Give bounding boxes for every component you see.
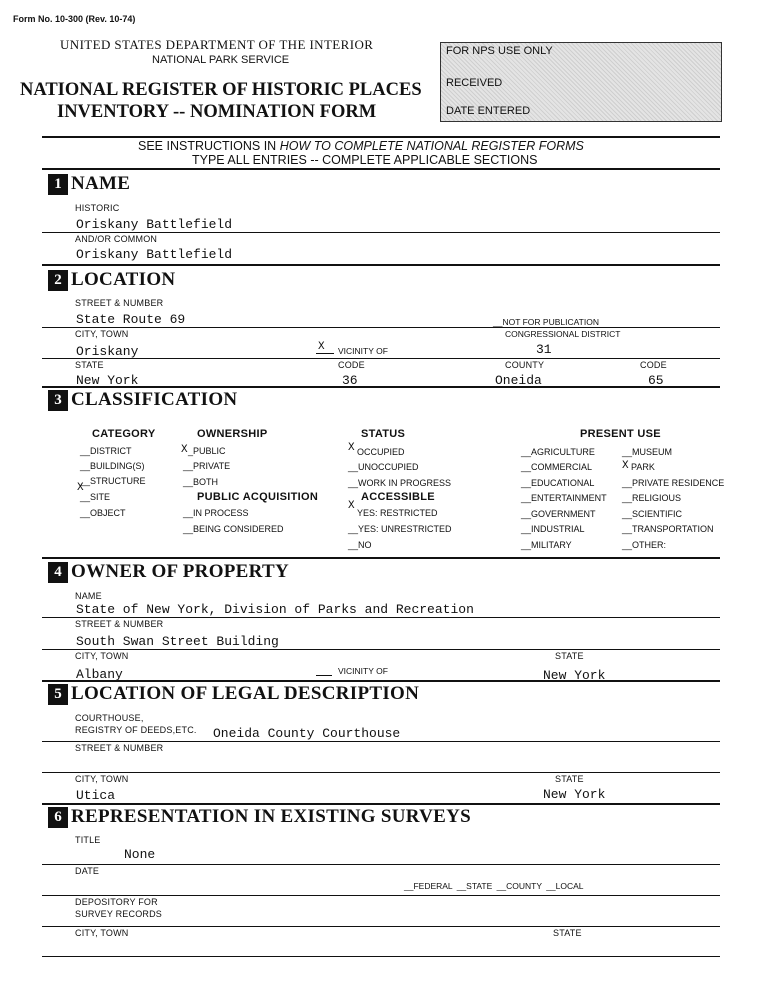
category-option[interactable]: __DISTRICT [80, 446, 132, 456]
category-option[interactable]: __SITE [80, 492, 111, 502]
city-field[interactable]: Oriskany [76, 344, 139, 359]
present-use-option[interactable]: __EDUCATIONAL [521, 478, 595, 488]
survey-level-options[interactable]: __FEDERAL __STATE __COUNTY __LOCAL [404, 881, 584, 891]
public-acquisition-heading: PUBLIC ACQUISITION [197, 491, 319, 503]
present-use-heading: PRESENT USE [580, 428, 661, 440]
section-2-header [48, 269, 175, 291]
present-use-option[interactable]: __AGRICULTURE [521, 447, 595, 457]
section-title: CLASSIFICATION [71, 389, 238, 410]
owner-name-field[interactable]: State of New York, Division of Parks and Recreation [76, 602, 474, 617]
form-title-line1: NATIONAL REGISTER OF HISTORIC PLACES [20, 80, 422, 100]
section-title: OWNER OF PROPERTY [71, 561, 290, 582]
field-line [42, 327, 720, 328]
section-number: 5 [48, 684, 68, 705]
city-label: CITY, TOWN [75, 329, 129, 339]
field-line [42, 232, 720, 233]
field-line [42, 772, 720, 773]
code-label: CODE [640, 360, 667, 370]
courthouse-field[interactable]: Oneida County Courthouse [213, 726, 401, 741]
nps-use-box [440, 42, 722, 122]
present-use-option[interactable]: __INDUSTRIAL [521, 524, 585, 534]
street-label: STREET & NUMBER [75, 298, 164, 308]
public-check-mark[interactable]: X [181, 444, 188, 456]
nps-use-label: FOR NPS USE ONLY [446, 45, 553, 57]
legal-street-label: STREET & NUMBER [75, 743, 164, 753]
county-field[interactable]: Oneida [495, 373, 542, 388]
present-use-option[interactable]: __COMMERCIAL [521, 462, 593, 472]
section-1-header [48, 173, 130, 195]
section-6-header [48, 806, 471, 828]
status-heading: STATUS [361, 428, 406, 440]
survey-records-label: SURVEY RECORDS [75, 909, 162, 919]
form-title-line2: INVENTORY -- NOMINATION FORM [57, 102, 377, 122]
divider [42, 136, 720, 138]
ownership-heading: OWNERSHIP [197, 428, 268, 440]
legal-city-field[interactable]: Utica [76, 788, 116, 803]
owner-city-field[interactable]: Albany [76, 667, 123, 682]
courthouse-label: COURTHOUSE, [75, 713, 144, 723]
historic-label: HISTORIC [75, 203, 120, 213]
section-divider [42, 680, 720, 682]
occupied-check-mark[interactable]: X [348, 442, 355, 454]
accessible-option[interactable]: __NO [348, 540, 372, 550]
restricted-check-mark[interactable]: X [348, 500, 355, 512]
instructions-line2: TYPE ALL ENTRIES -- COMPLETE APPLICABLE SECTIONS [192, 153, 538, 167]
present-use-option[interactable]: __RELIGIOUS [622, 493, 682, 503]
date-entered-label: DATE ENTERED [446, 105, 531, 117]
owner-city-label: CITY, TOWN [75, 651, 129, 661]
common-name-field[interactable]: Oriskany Battlefield [76, 247, 233, 262]
legal-state-field[interactable]: New York [543, 787, 606, 802]
section-divider [42, 803, 720, 805]
owner-street-field[interactable]: South Swan Street Building [76, 634, 279, 649]
present-use-option[interactable]: __GOVERNMENT [521, 509, 596, 519]
present-use-option[interactable]: __MILITARY [521, 540, 572, 550]
depository-state-label: STATE [553, 928, 582, 938]
registry-label: REGISTRY OF DEEDS,ETC. [75, 725, 197, 735]
section-number: 3 [48, 390, 68, 411]
vicinity-label: VICINITY OF [338, 346, 388, 356]
survey-title-label: TITLE [75, 835, 101, 845]
status-option[interactable]: __WORK IN PROGRESS [348, 478, 452, 488]
department-name: UNITED STATES DEPARTMENT OF THE INTERIOR [60, 37, 374, 52]
field-line [42, 649, 720, 650]
depository-city-label: CITY, TOWN [75, 928, 129, 938]
park-check-mark[interactable]: X [622, 460, 629, 472]
congressional-district-field[interactable]: 31 [536, 342, 552, 357]
owner-state-field[interactable]: New York [543, 668, 606, 683]
present-use-option[interactable]: __SCIENTIFIC [622, 509, 683, 519]
section-title: LOCATION OF LEGAL DESCRIPTION [71, 683, 420, 704]
category-heading: CATEGORY [92, 428, 156, 440]
received-label: RECEIVED [446, 77, 503, 89]
owner-street-label: STREET & NUMBER [75, 619, 164, 629]
section-divider [42, 557, 720, 559]
ownership-option[interactable]: __BOTH [183, 477, 219, 487]
owner-vicinity-label: VICINITY OF [338, 666, 388, 676]
acquisition-option[interactable]: __IN PROCESS [183, 508, 249, 518]
ownership-option[interactable]: __PRIVATE [183, 461, 231, 471]
present-use-option[interactable]: __OTHER: [622, 540, 667, 550]
check-line [316, 353, 334, 354]
present-use-option[interactable]: __PRIVATE RESIDENCE [622, 478, 725, 488]
section-number: 2 [48, 270, 68, 291]
legal-city-label: CITY, TOWN [75, 774, 129, 784]
section-3-header [48, 389, 237, 411]
field-line [42, 741, 720, 742]
section-divider [42, 264, 720, 266]
section-number: 6 [48, 807, 68, 828]
section-4-header [48, 561, 289, 583]
owner-state-label: STATE [555, 651, 584, 661]
section-divider [42, 168, 720, 170]
owner-name-label: NAME [75, 591, 102, 601]
category-option[interactable]: __STRUCTURE [80, 476, 146, 486]
present-use-option[interactable]: PARK [631, 462, 655, 472]
survey-date-label: DATE [75, 866, 100, 876]
county-label: COUNTY [505, 360, 545, 370]
category-option[interactable]: __OBJECT [80, 508, 126, 518]
legal-state-label: STATE [555, 774, 584, 784]
section-divider [42, 386, 720, 388]
acquisition-option[interactable]: __BEING CONSIDERED [183, 524, 284, 534]
present-use-option[interactable]: __MUSEUM [622, 447, 673, 457]
county-code-field[interactable]: 65 [648, 373, 664, 388]
field-line [42, 617, 720, 618]
field-line [42, 956, 720, 957]
field-line [42, 895, 720, 896]
present-use-option[interactable]: __TRANSPORTATION [622, 524, 714, 534]
vicinity-check-mark[interactable]: X [318, 341, 325, 353]
depository-label: DEPOSITORY FOR [75, 897, 158, 907]
accessible-option[interactable]: __YES: UNRESTRICTED [348, 524, 452, 534]
accessible-heading: ACCESSIBLE [361, 491, 435, 503]
field-line [42, 358, 720, 359]
code-label: CODE [338, 360, 365, 370]
not-for-publication: __NOT FOR PUBLICATION [493, 317, 599, 327]
status-option[interactable]: __UNOCCUPIED [348, 462, 419, 472]
form-number: Form No. 10-300 (Rev. 10-74) [13, 14, 136, 24]
survey-title-field[interactable]: None [124, 847, 156, 862]
street-field[interactable]: State Route 69 [76, 312, 186, 327]
present-use-option[interactable]: __ENTERTAINMENT [521, 493, 607, 503]
section-5-header [48, 683, 419, 705]
section-title: NAME [71, 173, 131, 194]
common-name-label: AND/OR COMMON [75, 234, 158, 244]
historic-field[interactable]: Oriskany Battlefield [76, 217, 233, 232]
instructions-line1: SEE INSTRUCTIONS IN HOW TO COMPLETE NATIONAL REGISTER FORMS [138, 139, 584, 153]
field-line [42, 926, 720, 927]
state-code-field[interactable]: 36 [342, 373, 358, 388]
status-option[interactable]: OCCUPIED [357, 447, 405, 457]
service-name: NATIONAL PARK SERVICE [152, 54, 290, 66]
accessible-option[interactable]: YES: RESTRICTED [357, 508, 438, 518]
state-label: STATE [75, 360, 104, 370]
check-line [316, 675, 332, 676]
category-option[interactable]: __BUILDING(S) [80, 461, 145, 471]
field-line [42, 864, 720, 865]
section-number: 1 [48, 174, 68, 195]
section-number: 4 [48, 562, 68, 583]
ownership-option[interactable]: _PUBLIC [188, 446, 226, 456]
section-title: LOCATION [71, 269, 176, 290]
site-check-mark[interactable]: X [77, 482, 84, 494]
section-title: REPRESENTATION IN EXISTING SURVEYS [71, 806, 472, 827]
state-field[interactable]: New York [76, 373, 139, 388]
congressional-district-label: CONGRESSIONAL DISTRICT [505, 329, 621, 339]
